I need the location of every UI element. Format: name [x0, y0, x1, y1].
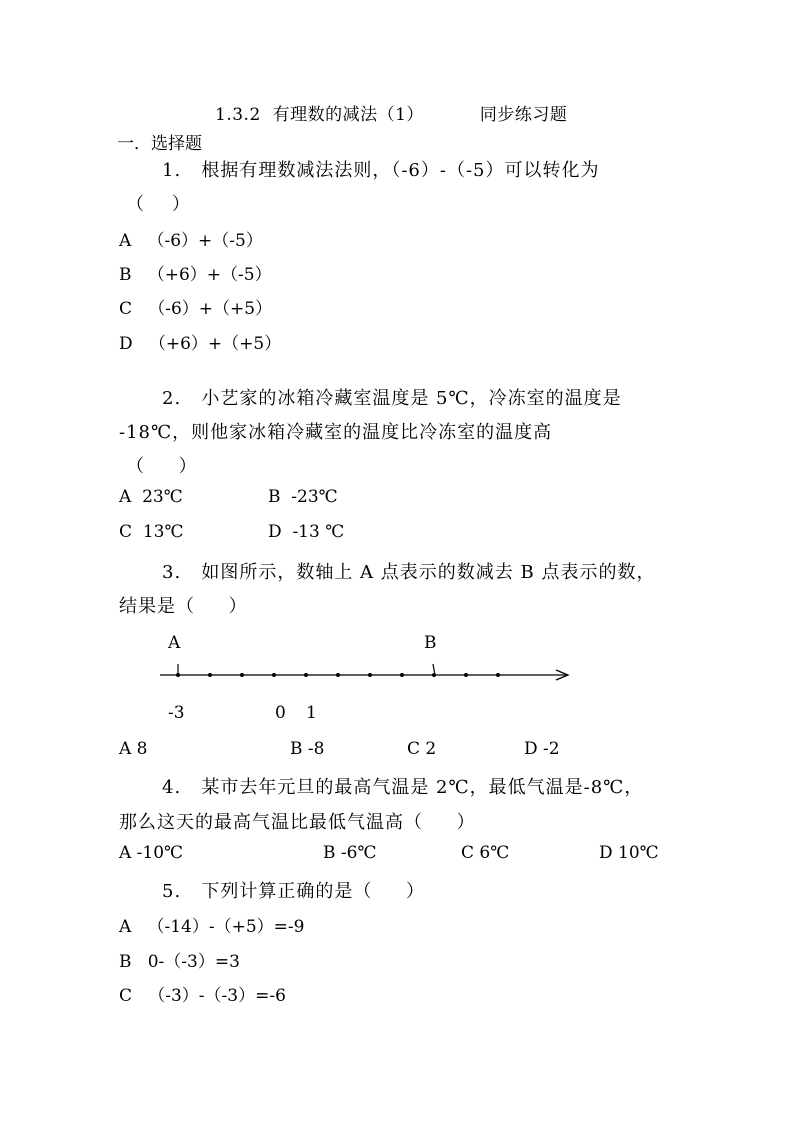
q5-option-c: C （-3）-（-3）=-6 — [119, 986, 286, 1006]
q3-stem-line2: 结果是（ ） — [119, 596, 248, 617]
q3-option-d: D -2 — [524, 739, 560, 759]
q1-option-a: A （-6）+（-5） — [119, 231, 263, 251]
number-line-tick-1: 1 — [306, 703, 317, 723]
q4-option-b: B -6℃ — [323, 843, 377, 863]
title-main: 1.3.2 有理数的减法（1） — [215, 105, 424, 125]
number-line-label-b: B — [424, 633, 437, 653]
q4-stem-line2: 那么这天的最高气温比最低气温高（ ） — [119, 812, 476, 833]
number-line-label-a: A — [168, 633, 181, 653]
q2-option-c: C 13℃ — [119, 522, 184, 542]
tick-dot — [400, 673, 404, 677]
q1-stem: 1. 根据有理数减法法则，（-6）-（-5）可以转化为 — [162, 160, 600, 181]
tick-dot — [464, 673, 468, 677]
tick-dot — [304, 673, 308, 677]
q2-option-d: D -13 ℃ — [268, 522, 345, 542]
page-title — [215, 100, 567, 125]
q5-option-a: A （-14）-（+5）=-9 — [119, 917, 305, 937]
tick-dot — [272, 673, 276, 677]
tick-dot — [368, 673, 372, 677]
q2-option-a: A 23℃ — [119, 487, 183, 507]
section-heading: 一．选择题 — [117, 134, 202, 154]
number-line-figure — [150, 628, 580, 698]
q3-option-a: A 8 — [119, 739, 148, 759]
q4-stem-line1: 4. 某市去年元旦的最高气温是 2℃，最低气温是-8℃， — [162, 777, 644, 798]
q1-option-d: D （+6）+（+5） — [119, 334, 282, 354]
q2-answer-paren: （ ） — [126, 456, 198, 477]
tick-dot — [336, 673, 340, 677]
q2-stem-line1: 2. 小艺家的冰箱冷藏室温度是 5℃，冷冻室的温度是 — [162, 388, 622, 409]
q5-stem: 5. 下列计算正确的是（ ） — [162, 881, 425, 902]
q3-option-c: C 2 — [407, 739, 437, 759]
q2-option-b: B -23℃ — [268, 487, 338, 507]
tick-dot — [240, 673, 244, 677]
q1-option-c: C （-6）+（+5） — [119, 299, 273, 319]
q1-answer-paren: （ ） — [126, 194, 191, 215]
q5-option-b: B 0-（-3）=3 — [119, 952, 240, 972]
q2-stem-line2: -18℃，则他家冰箱冷藏室的温度比冷冻室的温度高 — [119, 422, 553, 443]
q3-option-b: B -8 — [290, 739, 325, 759]
tick-dot — [208, 673, 212, 677]
q3-stem-line1: 3. 如图所示，数轴上 A 点表示的数减去 B 点表示的数， — [162, 562, 656, 583]
q4-option-c: C 6℃ — [461, 843, 510, 863]
q4-option-a: A -10℃ — [119, 843, 184, 863]
tick-dot — [432, 673, 436, 677]
tick-dot — [176, 673, 180, 677]
q4-option-d: D 10℃ — [599, 843, 659, 863]
tick-dot — [496, 673, 500, 677]
title-suffix: 同步练习题 — [479, 105, 568, 125]
q1-option-b: B （+6）+（-5） — [119, 265, 272, 285]
number-line-tick-0: 0 — [275, 703, 286, 723]
number-line-tick-neg3: -3 — [168, 703, 185, 723]
